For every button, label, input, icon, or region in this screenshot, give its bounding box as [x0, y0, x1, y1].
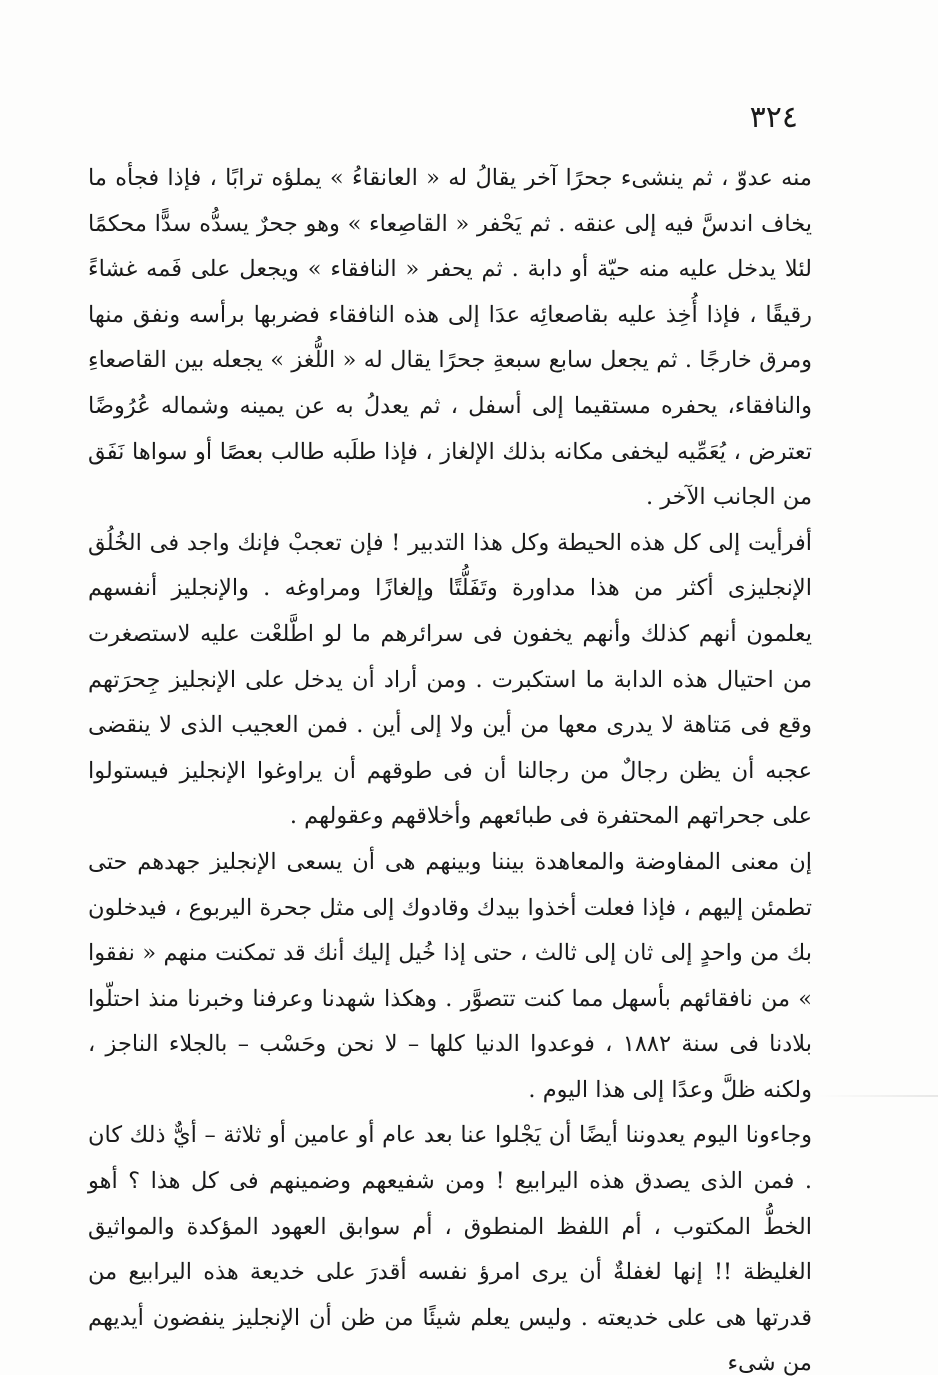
body-text: [88, 156, 812, 1387]
paragraph-4: وجاءونا اليوم يعدوننا أيضًا أن يَجْلوا عنا بعد عام أو عامين أو ثلاثة – أيٌّ ذلك كان . فمن الذى يصدق هذه اليرابيع ! ومن شفيعهم وضمينهم فى كل هذا ؟ أهو الخطُّ المكتوب ، أم اللفظ المنطوق ، أم سوابق العهود المؤكدة والمواثيق الغليظة !! إنها لغفلةٌ أن يرى امرؤ نفسه أقدرَ على خديعة هذه اليرابيع من قدرتها هى على خديعته . وليس يعلم شيئًا من ظن أن الإنجليز ينفضون أيديهم من شىء: [88, 1122, 812, 1377]
paragraph-2: أفرأيت إلى كل هذه الحيطة وكل هذا التدبير ! فإن تعجبْ فإنك واجد فى الخُلُق الإنجليزى أكثر من هذا مداورة وتَفَلُّتًا وإلغازًا ومراوغه . والإنجليز أنفسهم يعلمون أنهم كذلك وأنهم يخفون فى سرائرهم ما لو اطَّلعْت عليه لاستصغرت من احتيال هذه الدابة ما استكبرت . ومن أراد أن يدخل على الإنجليز جِحرَتهم وقع فى مَتاهة لا يدرى معها من أين ولا إلى أين . فمن العجيب الذى لا ينقضى عجبه أن يظن رجالٌ من رجالنا أن فى طوقهم أن يراوغوا الإنجليز فيستولوا على جحراتهم المحتفرة فى طبائعهم وأخلاقهم وعقولهم .: [88, 529, 812, 830]
paragraph-1: منه عدوّ ، ثم ينشىء جحرًا آخر يقالُ له « العانقاءُ » يملؤه ترابًا ، فإذا فجأه ما يخاف اندسَّ فيه إلى عنقه . ثم يَحْفر « القاصِعاء » وهو جحرٌ يسدُّه سدًّا محكمًا لئلا يدخل عليه منه حيّة أو دابة . ثم يحفر « النافقاء » ويجعل على فَمه غشاءً رقيقًا ، فإذا أُخِذ عليه بقاصعائِه عدَا إلى هذه النافقاء فضربها برأسه ونفق منها ومرق خارجًا . ثم يجعل سابع سبعةِ جحرًا يقال له « اللُّغز » يجعله بين القاصعاءِ والنافقاء، يحفره مستقيما إلى أسفل ، ثم يعدلُ به عن يمينه وشماله عُرُوضًا تعترض ، يُعَمِّيه ليخفى مكانه بذلك الإلغاز ، فإذا طلَبه طالب بعصًا أو سواها نَفَق من الجانب الآخر .: [88, 165, 812, 511]
paragraph-3: إن معنى المفاوضة والمعاهدة بيننا وبينهم هى أن يسعى الإنجليز جهدهم حتى تطمئن إليهم ، فإذا فعلت أخذوا بيدك وقادوك إلى مثل جحرة اليربوع ، فيدخلون بك من واحدٍ إلى ثان إلى ثالث ، حتى إذا خُيل إليك أنك قد تمكنت منهم « نفقوا » من نافقائهم بأسهل مما كنت تتصوَّر . وهكذا شهدنا وعرفنا وخبرنا منذ احتلّوا بلادنا فى سنة ١٨٨٢ ، فوعدوا الدنيا كلها – لا نحن وحَسْب – بالجلاء الناجز ، ولكنه ظلَّ وعدًا إلى هذا اليوم .: [88, 848, 812, 1103]
scan-mark: [818, 1095, 938, 1097]
page-number: ٣٢٤: [749, 100, 798, 135]
